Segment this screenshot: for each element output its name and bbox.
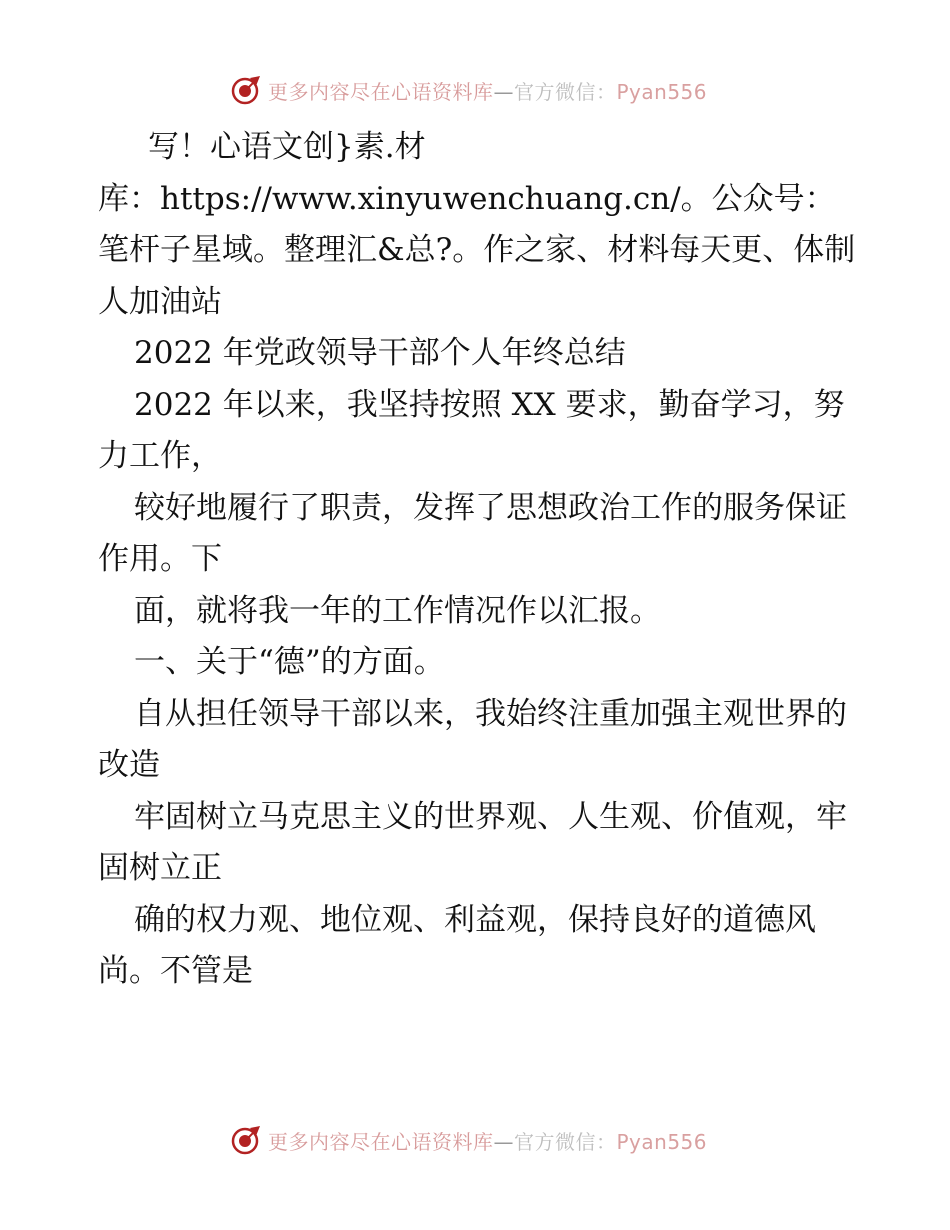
paragraph: 2022 年党政领导干部个人年终总结 <box>134 335 626 371</box>
paragraph: 较好地履行了职责，发挥了思想政治工作的服务保证作用。下 <box>98 489 847 577</box>
banner-brand: 更多内容尽在心语资料库 <box>268 79 494 104</box>
paragraph: 确的权力观、地位观、利益观，保持良好的道德风尚。不管是 <box>98 901 816 989</box>
paragraph: 2022 年以来，我坚持按照 XX 要求，勤奋学习，努力工作， <box>98 386 845 474</box>
banner-dash: — <box>493 79 514 104</box>
banner-wechat-id: Pyan556 <box>616 1129 708 1154</box>
banner-dash: — <box>493 1129 514 1154</box>
banner-wechat-label: 官方微信： <box>514 79 617 104</box>
pen-logo-icon <box>230 1124 262 1156</box>
paragraph: 库：https://www.xinyuwenchuang.cn/。公众号：笔杆子星域。整理汇&总?。作之家、材料每天更、体制人加油站 <box>98 180 856 320</box>
paragraph: 一、关于“德”的方面。 <box>134 644 445 680</box>
footer-banner <box>230 1120 750 1160</box>
paragraph: 写！心语文创}素.材 <box>148 129 426 165</box>
paragraph: 自从担任领导干部以来，我始终注重加强主观世界的改造 <box>98 695 847 783</box>
banner-wechat-label: 官方微信： <box>514 1129 617 1154</box>
header-banner <box>230 70 750 110</box>
paragraph: 面，就将我一年的工作情况作以汇报。 <box>134 592 661 629</box>
document-body <box>98 122 858 998</box>
paragraph: 牢固树立马克思主义的世界观、人生观、价值观，牢固树立正 <box>98 798 847 886</box>
banner-brand: 更多内容尽在心语资料库 <box>268 1129 494 1154</box>
banner-wechat-id: Pyan556 <box>616 79 708 104</box>
pen-logo-icon <box>230 74 262 106</box>
